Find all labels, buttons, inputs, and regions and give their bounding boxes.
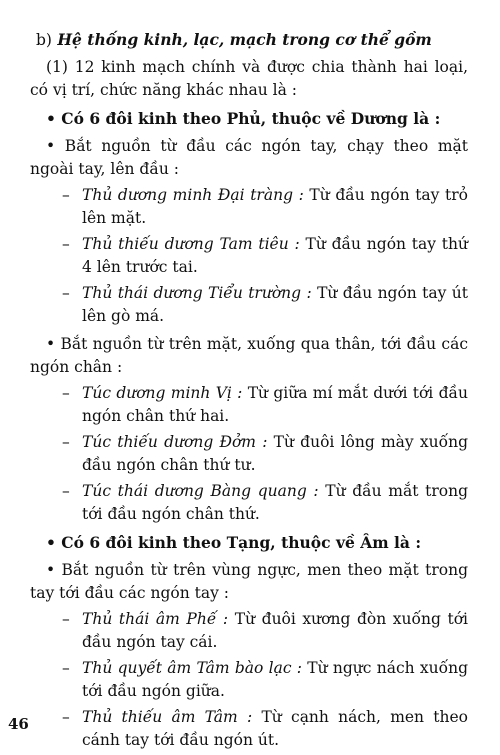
list-item <box>30 431 468 477</box>
meridian-description: Từ đầu mắt trong tới đầu ngón chân thứ. <box>82 482 468 523</box>
list-item <box>30 282 468 328</box>
dash-marker: – <box>62 659 70 677</box>
meridian-description: Từ đuôi lông mày xuống đầu ngón chân thứ tư. <box>82 433 468 474</box>
meridian-name: Túc dương minh Vị : <box>82 384 243 402</box>
duong-section-title: • Có 6 đôi kinh theo Phủ, thuộc về Dương là : <box>46 109 441 128</box>
meridian-name: Thủ dương minh Đại tràng : <box>82 186 304 204</box>
meridian-name: Túc thái dương Bàng quang : <box>82 482 319 500</box>
duong-group-1-lead: • Bắt nguồn từ đầu các ngón tay, chạy theo mặt ngoài tay, lên đầu : <box>30 137 468 178</box>
meridian-name: Thủ quyết âm Tâm bào lạc : <box>82 659 302 677</box>
list-item <box>30 706 468 752</box>
list-item-body <box>82 706 468 752</box>
meridian-description: Từ ngực nách xuống tới đầu ngón giữa. <box>82 659 468 700</box>
list-item <box>30 657 468 703</box>
meridian-description: Từ đầu ngón tay thứ 4 lên trước tai. <box>82 235 468 276</box>
list-item-body <box>82 657 468 703</box>
dash-marker: – <box>62 284 70 302</box>
meridian-description: Từ đầu ngón tay út lên gò má. <box>82 284 468 325</box>
list-item-body <box>82 233 468 279</box>
list-item <box>30 233 468 279</box>
section-heading-text: Hệ thống kinh, lạc, mạch trong cơ thể gồm <box>57 30 432 49</box>
dash-marker: – <box>62 610 70 628</box>
list-item-body <box>82 382 468 428</box>
section-marker: b) <box>36 31 52 49</box>
section-heading <box>36 28 468 52</box>
intro-paragraph: (1) 12 kinh mạch chính và được chia thành hai loại, có vị trí, chức năng khác nhau là : <box>30 58 468 99</box>
duong-group-2-lead: • Bắt nguồn từ trên mặt, xuống qua thân, tới đầu các ngón chân : <box>30 335 468 376</box>
am-group-1-lead: • Bắt nguồn từ trên vùng ngực, men theo mặt trong tay tới đầu các ngón tay : <box>30 561 468 602</box>
meridian-description: Từ đầu ngón tay trỏ lên mặt. <box>82 186 469 227</box>
list-item <box>30 608 468 654</box>
dash-marker: – <box>62 433 70 451</box>
list-item-body <box>82 431 468 477</box>
meridian-description: Từ giữa mí mắt dưới tới đầu ngón chân thứ hai. <box>82 384 468 425</box>
dash-marker: – <box>62 708 70 726</box>
list-item-body <box>82 184 468 230</box>
list-item-body <box>82 282 468 328</box>
dash-marker: – <box>62 384 70 402</box>
dash-marker: – <box>62 235 70 253</box>
list-item <box>30 480 468 526</box>
list-item-body <box>82 608 468 654</box>
meridian-name: Thủ thái âm Phế : <box>82 610 229 628</box>
list-item <box>30 184 468 230</box>
meridian-name: Thủ thái dương Tiểu trường : <box>82 284 312 302</box>
page-number: 46 <box>8 715 29 733</box>
meridian-description: Từ đuôi xương đòn xuống tới đầu ngón tay cái. <box>82 610 468 651</box>
meridian-name: Túc thiếu dương Đởm : <box>82 433 268 451</box>
meridian-description: Từ cạnh nách, men theo cánh tay tới đầu ngón út. <box>82 708 469 749</box>
dash-marker: – <box>62 482 70 500</box>
list-item <box>30 382 468 428</box>
dash-marker: – <box>62 186 70 204</box>
am-section-title: • Có 6 đôi kinh theo Tạng, thuộc về Âm là : <box>46 533 422 552</box>
list-item-body <box>82 480 468 526</box>
meridian-name: Thủ thiếu dương Tam tiêu : <box>82 235 300 253</box>
meridian-name: Thủ thiếu âm Tâm : <box>82 708 253 726</box>
